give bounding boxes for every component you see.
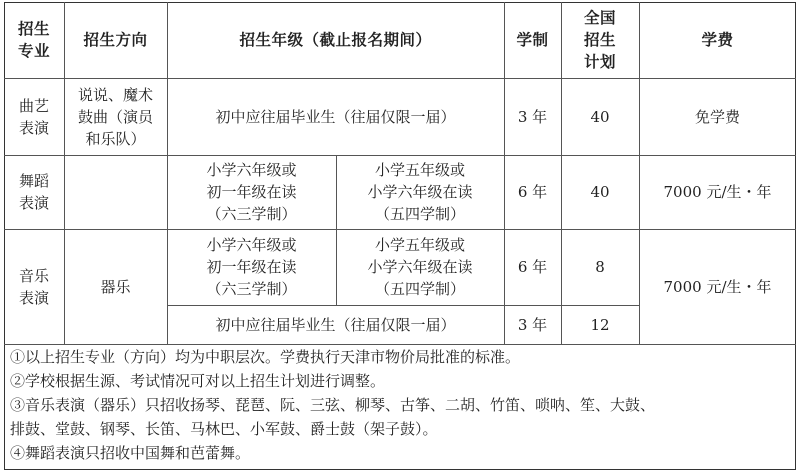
major-line: 表演 [18, 288, 49, 307]
row-wudao-grade-63 [167, 155, 336, 229]
direction-line: 鼓曲（演员 [77, 107, 153, 126]
header-plan-line: 全国 [583, 8, 616, 27]
major-line: 表演 [18, 194, 49, 212]
row-yinyue-plan-8: 8 [595, 258, 605, 276]
note-item: ②学校根据生源、考试情况可对以上招生计划进行调整。 [10, 372, 386, 390]
grade-line: （六三学制） [206, 205, 297, 223]
grade-line: 小学五年级或 [374, 236, 465, 254]
row-yinyue-duration-3: 3 年 [517, 315, 548, 334]
row-quyi-duration: 3 年 [517, 107, 548, 126]
row-quyi-fee: 免学费 [694, 107, 740, 126]
header-major-line: 招生 [17, 19, 50, 38]
header-fee: 学费 [701, 30, 734, 49]
grade-line: 小学五年级或 [374, 161, 465, 179]
row-quyi-plan: 40 [590, 107, 610, 126]
row-wudao-fee: 7000 元/生・年 [663, 183, 772, 201]
row-yinyue-plan-12: 12 [590, 315, 610, 334]
header-plan [561, 2, 639, 78]
row-wudao-grade-54 [336, 155, 504, 229]
row-yinyue-grade-63 [167, 229, 336, 305]
row-yinyue-fee: 7000 元/生・年 [663, 277, 772, 296]
row-yinyue-direction: 器乐 [100, 277, 131, 296]
grade-line: （五四学制） [374, 280, 465, 298]
grade-line: 小学六年级或 [206, 161, 297, 179]
row-wudao-duration: 6 年 [517, 183, 548, 201]
grade-line: 小学六年级或 [206, 236, 297, 254]
grade-line: （五四学制） [374, 205, 465, 223]
row-yinyue-major [4, 229, 64, 344]
major-line: 表演 [18, 118, 49, 137]
grade-line: 初一年级在读 [206, 183, 297, 201]
major-line: 曲艺 [18, 96, 49, 115]
row-quyi-direction [64, 78, 167, 155]
row-yinyue-grade-54 [336, 229, 504, 305]
header-major-line: 专业 [17, 41, 50, 60]
header-major [4, 2, 64, 78]
row-wudao-major [4, 155, 64, 229]
grade-line: （六三学制） [206, 280, 297, 298]
grade-line: 初一年级在读 [206, 258, 297, 276]
row-wudao-plan: 40 [590, 183, 610, 201]
row-quyi-major [4, 78, 64, 155]
grade-line: 小学六年级在读 [367, 183, 473, 201]
major-line: 舞蹈 [18, 172, 49, 190]
notes-section [10, 345, 790, 465]
note-item: ③音乐表演（器乐）只招收扬琴、琵琶、阮、三弦、柳琴、古筝、二胡、竹笛、唢呐、笙、大鼓、 [10, 396, 656, 414]
grade-line: 小学六年级在读 [367, 258, 473, 276]
header-grade: 招生年级（截止报名期间） [239, 30, 432, 49]
note-item: ①以上招生专业（方向）均为中职层次。学费执行天津市物价局批准的标准。 [10, 348, 521, 366]
major-line: 音乐 [18, 266, 49, 285]
row-yinyue-duration-6: 6 年 [517, 258, 548, 276]
row-quyi-grade: 初中应往届毕业生（往届仅限一届） [215, 107, 456, 126]
header-plan-line: 招生 [583, 30, 616, 49]
header-direction: 招生方向 [83, 30, 148, 49]
direction-line: 说说、魔术 [77, 85, 153, 104]
header-duration: 学制 [516, 30, 549, 49]
header-plan-line: 计划 [583, 52, 616, 71]
note-item: 排鼓、堂鼓、钢琴、长笛、马林巴、小军鼓、爵士鼓（架子鼓）。 [10, 420, 438, 438]
note-item: ④舞蹈表演只招收中国舞和芭蕾舞。 [10, 444, 251, 462]
row-yinyue-grade-junior: 初中应往届毕业生（往届仅限一届） [215, 315, 456, 334]
direction-line: 和乐队） [85, 129, 146, 148]
